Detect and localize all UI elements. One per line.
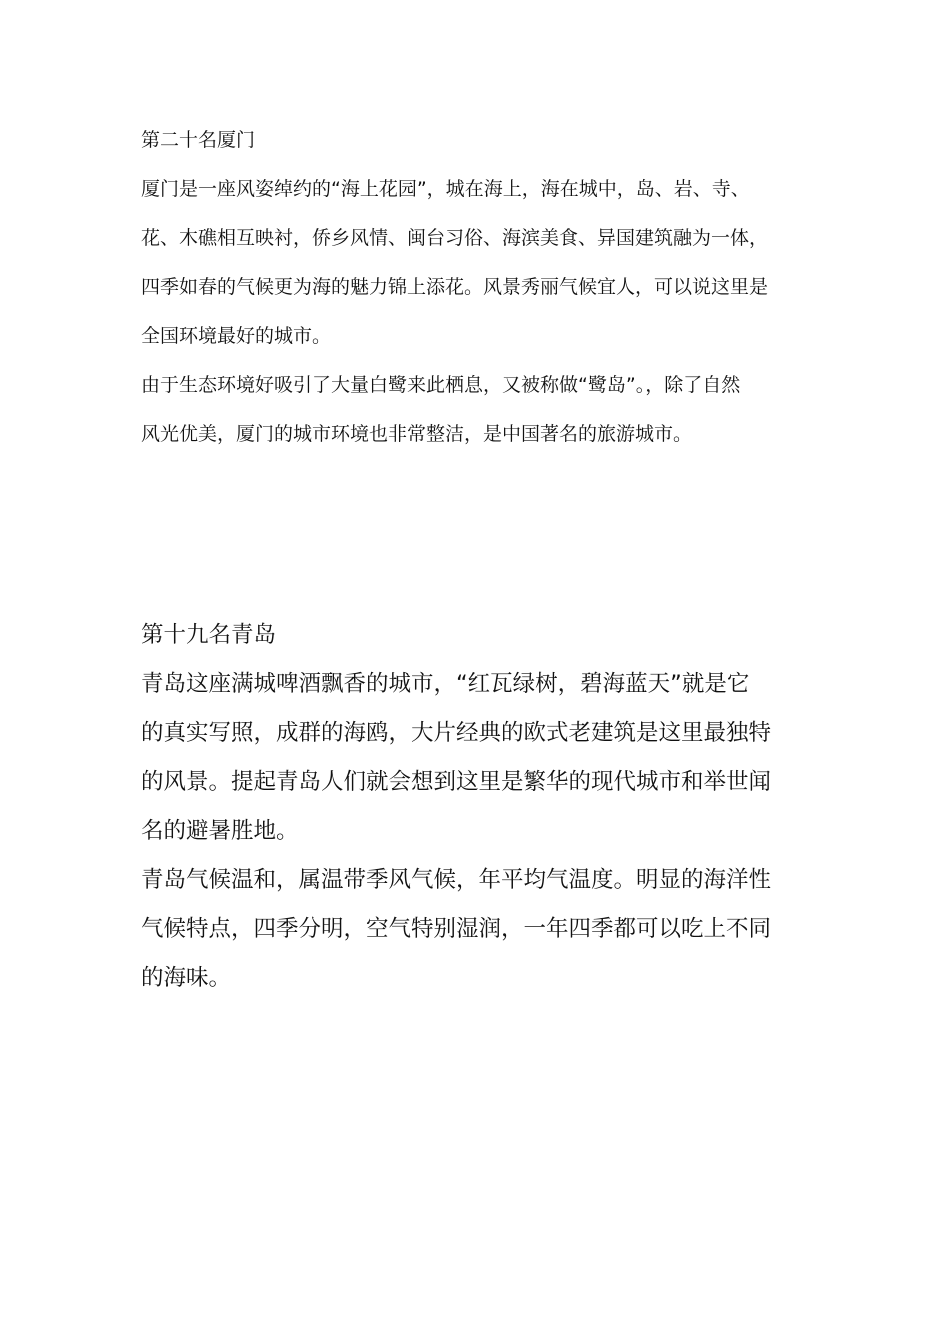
- section-title: 第十九名青岛: [141, 622, 277, 648]
- paragraph-line: 全国环境最好的城市。: [141, 325, 332, 347]
- paragraph-line: 名的避暑胜地。: [141, 818, 299, 844]
- paragraph-line: 花、木礁相互映衬，侨乡风情、闽台习俗、海滨美食、异国建筑融为一体，: [141, 227, 769, 249]
- paragraph: [141, 865, 821, 1012]
- paragraph-line: 厦门是一座风姿绰约的“海上花园”，城在海上，海在城中，岛、岩、寺、: [141, 178, 750, 200]
- paragraph-line: 的风景。提起青岛人们就会想到这里是繁华的现代城市和举世闻: [141, 769, 772, 795]
- paragraph-line: 由于生态环境好吸引了大量白鹭来此栖息，又被称做“鹭岛”。，除了自然: [141, 374, 741, 396]
- paragraph-line: 四季如春的气候更为海的魅力锦上添花。风景秀丽气候宜人，可以说这里是: [141, 276, 769, 298]
- paragraph-line: 青岛气候温和，属温带季风气候，年平均气温度。明显的海洋性: [141, 867, 772, 893]
- paragraph: [141, 669, 821, 865]
- paragraph-line: 的海味。: [141, 965, 232, 991]
- paragraph-line: 青岛这座满城啤酒飘香的城市，“红瓦绿树，碧海蓝天”就是它: [141, 671, 750, 697]
- paragraph-line: 气候特点，四季分明，空气特别湿润，一年四季都可以吃上不同: [141, 916, 772, 942]
- section-title: 第二十名厦门: [141, 129, 256, 151]
- paragraph-line: 的真实写照，成群的海鸥，大片经典的欧式老建筑是这里最独特: [141, 720, 772, 746]
- paragraph: [141, 371, 821, 469]
- section-xiamen: [141, 126, 821, 469]
- paragraph: [141, 175, 821, 371]
- paragraph-line: 风光优美，厦门的城市环境也非常整洁，是中国著名的旅游城市。: [141, 423, 693, 445]
- section-qingdao: [141, 620, 821, 1012]
